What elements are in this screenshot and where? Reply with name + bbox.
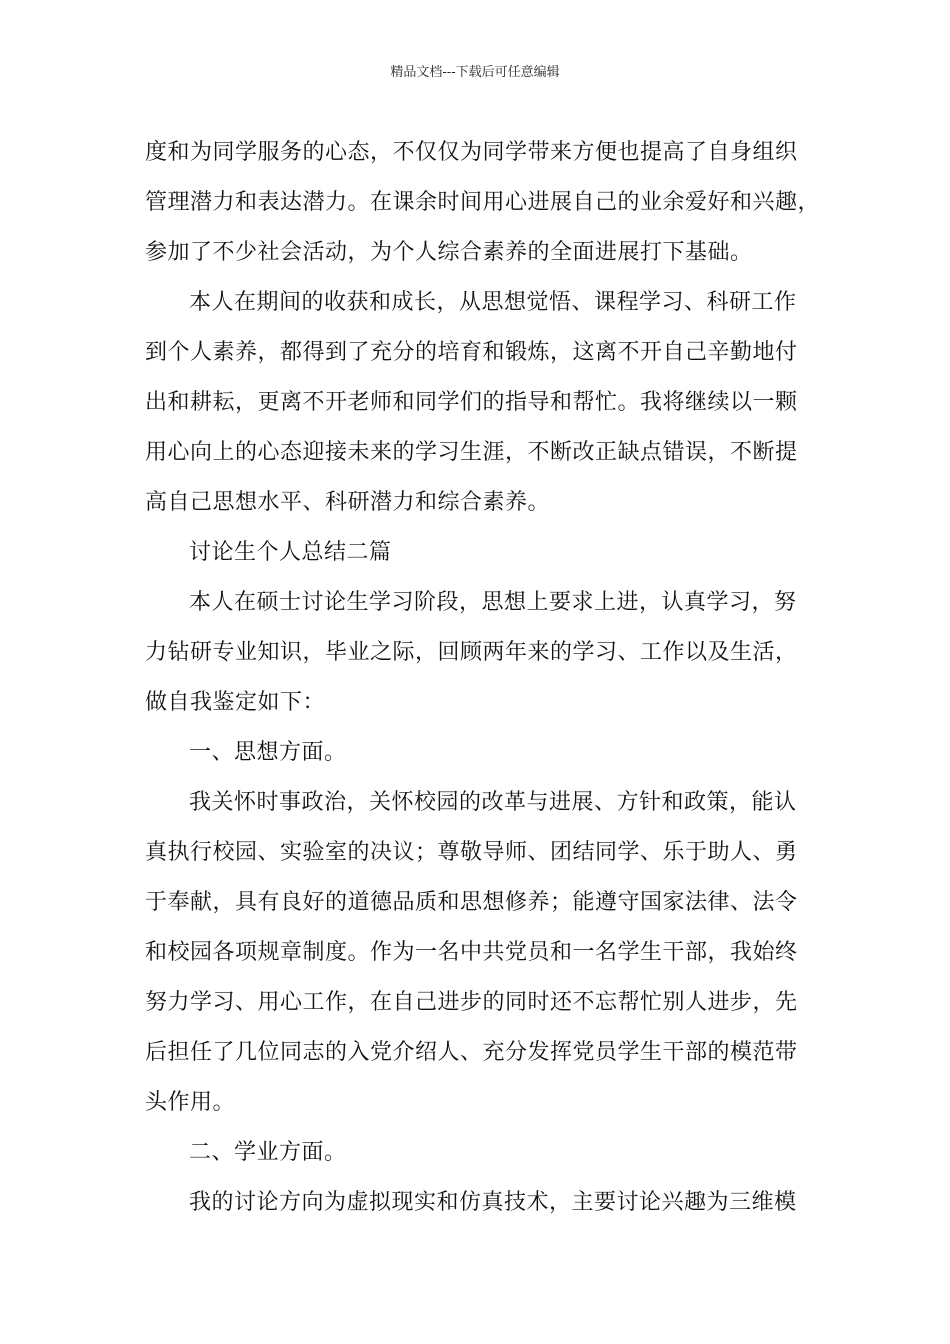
text-line: 参加了不少社会活动，为个人综合素养的全面进展打下基础。 bbox=[145, 240, 753, 265]
text-line: 真执行校园、实验室的决议；尊敬导师、团结同学、乐于助人、勇 bbox=[145, 840, 798, 865]
text-line: 后担任了几位同志的入党介绍人、充分发挥党员学生干部的模范带 bbox=[145, 1040, 798, 1065]
subsection-heading: 二、学业方面。 bbox=[189, 1140, 347, 1165]
text-line: 力钻研专业知识，毕业之际，回顾两年来的学习、工作以及生活， bbox=[145, 640, 798, 665]
text-line: 做自我鉴定如下： bbox=[145, 690, 326, 715]
text-line: 用心向上的心态迎接未来的学习生涯，不断改正缺点错误，不断提 bbox=[145, 440, 798, 465]
text-line: 头作用。 bbox=[145, 1090, 236, 1115]
document-body bbox=[145, 128, 821, 1228]
paragraph-start-line: 本人在期间的收获和成长，从思想觉悟、课程学习、科研工作 bbox=[189, 290, 797, 315]
text-line: 努力学习、用心工作，在自己进步的同时还不忘帮忙别人进步，先 bbox=[145, 990, 798, 1015]
text-line: 和校园各项规章制度。作为一名中共党员和一名学生干部，我始终 bbox=[145, 940, 798, 965]
paragraph-start-line: 本人在硕士讨论生学习阶段，思想上要求上进，认真学习，努 bbox=[189, 590, 797, 615]
text-line: 出和耕耘，更离不开老师和同学们的指导和帮忙。我将继续以一颗 bbox=[145, 390, 798, 415]
text-line: 管理潜力和表达潜力。在课余时间用心进展自己的业余爱好和兴趣， bbox=[145, 190, 821, 215]
text-line: 到个人素养，都得到了充分的培育和锻炼，这离不开自己辛勤地付 bbox=[145, 340, 798, 365]
text-line: 度和为同学服务的心态，不仅仅为同学带来方便也提高了自身组织 bbox=[145, 140, 798, 165]
subsection-heading: 一、思想方面。 bbox=[189, 740, 347, 765]
paragraph-start-line: 我的讨论方向为虚拟现实和仿真技术，主要讨论兴趣为三维模 bbox=[189, 1190, 797, 1215]
section-title: 讨论生个人总结二篇 bbox=[189, 540, 392, 565]
text-line: 高自己思想水平、科研潜力和综合素养。 bbox=[145, 490, 551, 515]
paragraph-start-line: 我关怀时事政治，关怀校园的改革与进展、方针和政策，能认 bbox=[189, 790, 797, 815]
text-line: 于奉献，具有良好的道德品质和思想修养；能遵守国家法律、法令 bbox=[145, 890, 798, 915]
page-header: 精品文档---下载后可任意编辑 bbox=[390, 65, 560, 80]
